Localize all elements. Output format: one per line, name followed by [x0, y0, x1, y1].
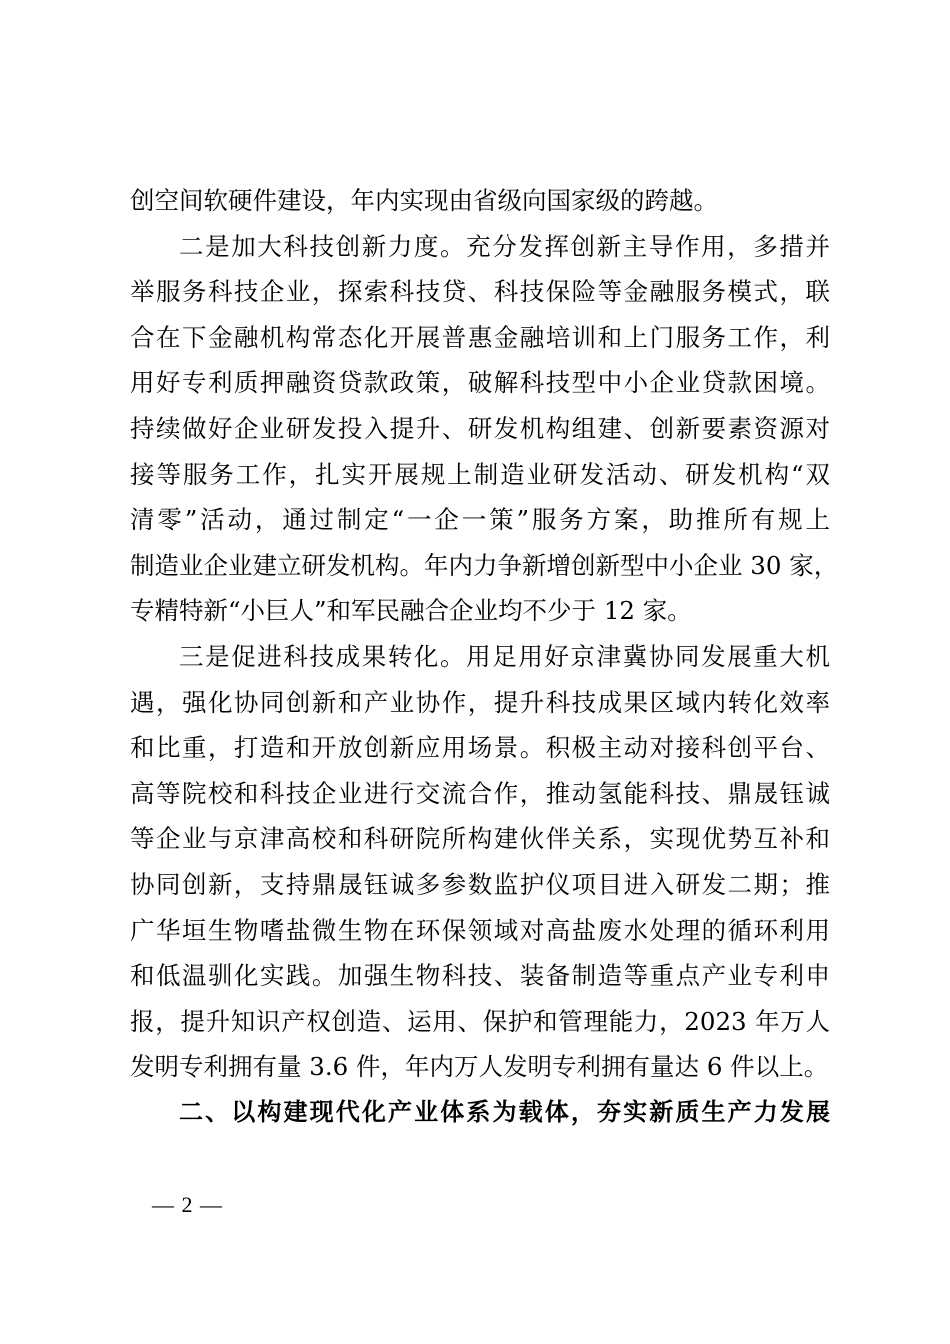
text-line: 举服务科技企业，探索科技贷、科技保险等金融服务模式，联: [130, 277, 830, 307]
text-line: 广华垣生物嗜盐微生物在环保领域对高盐废水处理的循环利用: [130, 915, 830, 945]
text-line: 报，提升知识产权创造、运用、保护和管理能力，2023 年万人: [130, 1006, 830, 1036]
text-line: 和比重，打造和开放创新应用场景。积极主动对接科创平台、: [130, 733, 830, 763]
text-line: 创空间软硬件建设，年内实现由省级向国家级的跨越。: [130, 186, 718, 215]
text-line: 遇，强化协同创新和产业协作，提升科技成果区域内转化效率: [130, 687, 830, 717]
text-line: 等企业与京津高校和科研院所构建伙伴关系，实现优势互补和: [130, 824, 830, 854]
text-line: 发明专利拥有量 3.6 件，年内万人发明专利拥有量达 6 件以上。: [130, 1052, 829, 1082]
paragraph-first-line: 三是促进科技成果转化。用足用好京津冀协同发展重大机: [179, 641, 830, 671]
text-line: 接等服务工作，扎实开展规上制造业研发活动、研发机构“双: [130, 459, 830, 489]
document-body: [130, 178, 839, 1135]
text-line: 持续做好企业研发投入提升、研发机构组建、创新要素资源对: [130, 413, 830, 443]
text-line: 和低温驯化实践。加强生物科技、装备制造等重点产业专利申: [130, 961, 830, 991]
text-line: 专精特新“小巨人”和军民融合企业均不少于 12 家。: [130, 596, 692, 626]
page-number: — 2 —: [152, 1192, 223, 1217]
text-line: 制造业企业建立研发机构。年内力争新增创新型中小企业 30 家，: [130, 550, 839, 580]
text-line: 高等院校和科技企业进行交流合作，推动氢能科技、鼎晟钰诚: [130, 778, 830, 808]
section-heading: 二、以构建现代化产业体系为载体，夯实新质生产力发展: [179, 1097, 830, 1126]
paragraph-first-line: 二是加大科技创新力度。充分发挥创新主导作用，多措并: [179, 231, 830, 261]
text-line: 用好专利质押融资贷款政策，破解科技型中小企业贷款困境。: [130, 368, 830, 398]
text-line: 协同创新，支持鼎晟钰诚多参数监护仪项目进入研发二期；推: [130, 869, 830, 899]
text-line: 合在下金融机构常态化开展普惠金融培训和上门服务工作，利: [130, 322, 830, 352]
text-line: 清零”活动，通过制定“一企一策”服务方案，助推所有规上: [130, 505, 830, 535]
